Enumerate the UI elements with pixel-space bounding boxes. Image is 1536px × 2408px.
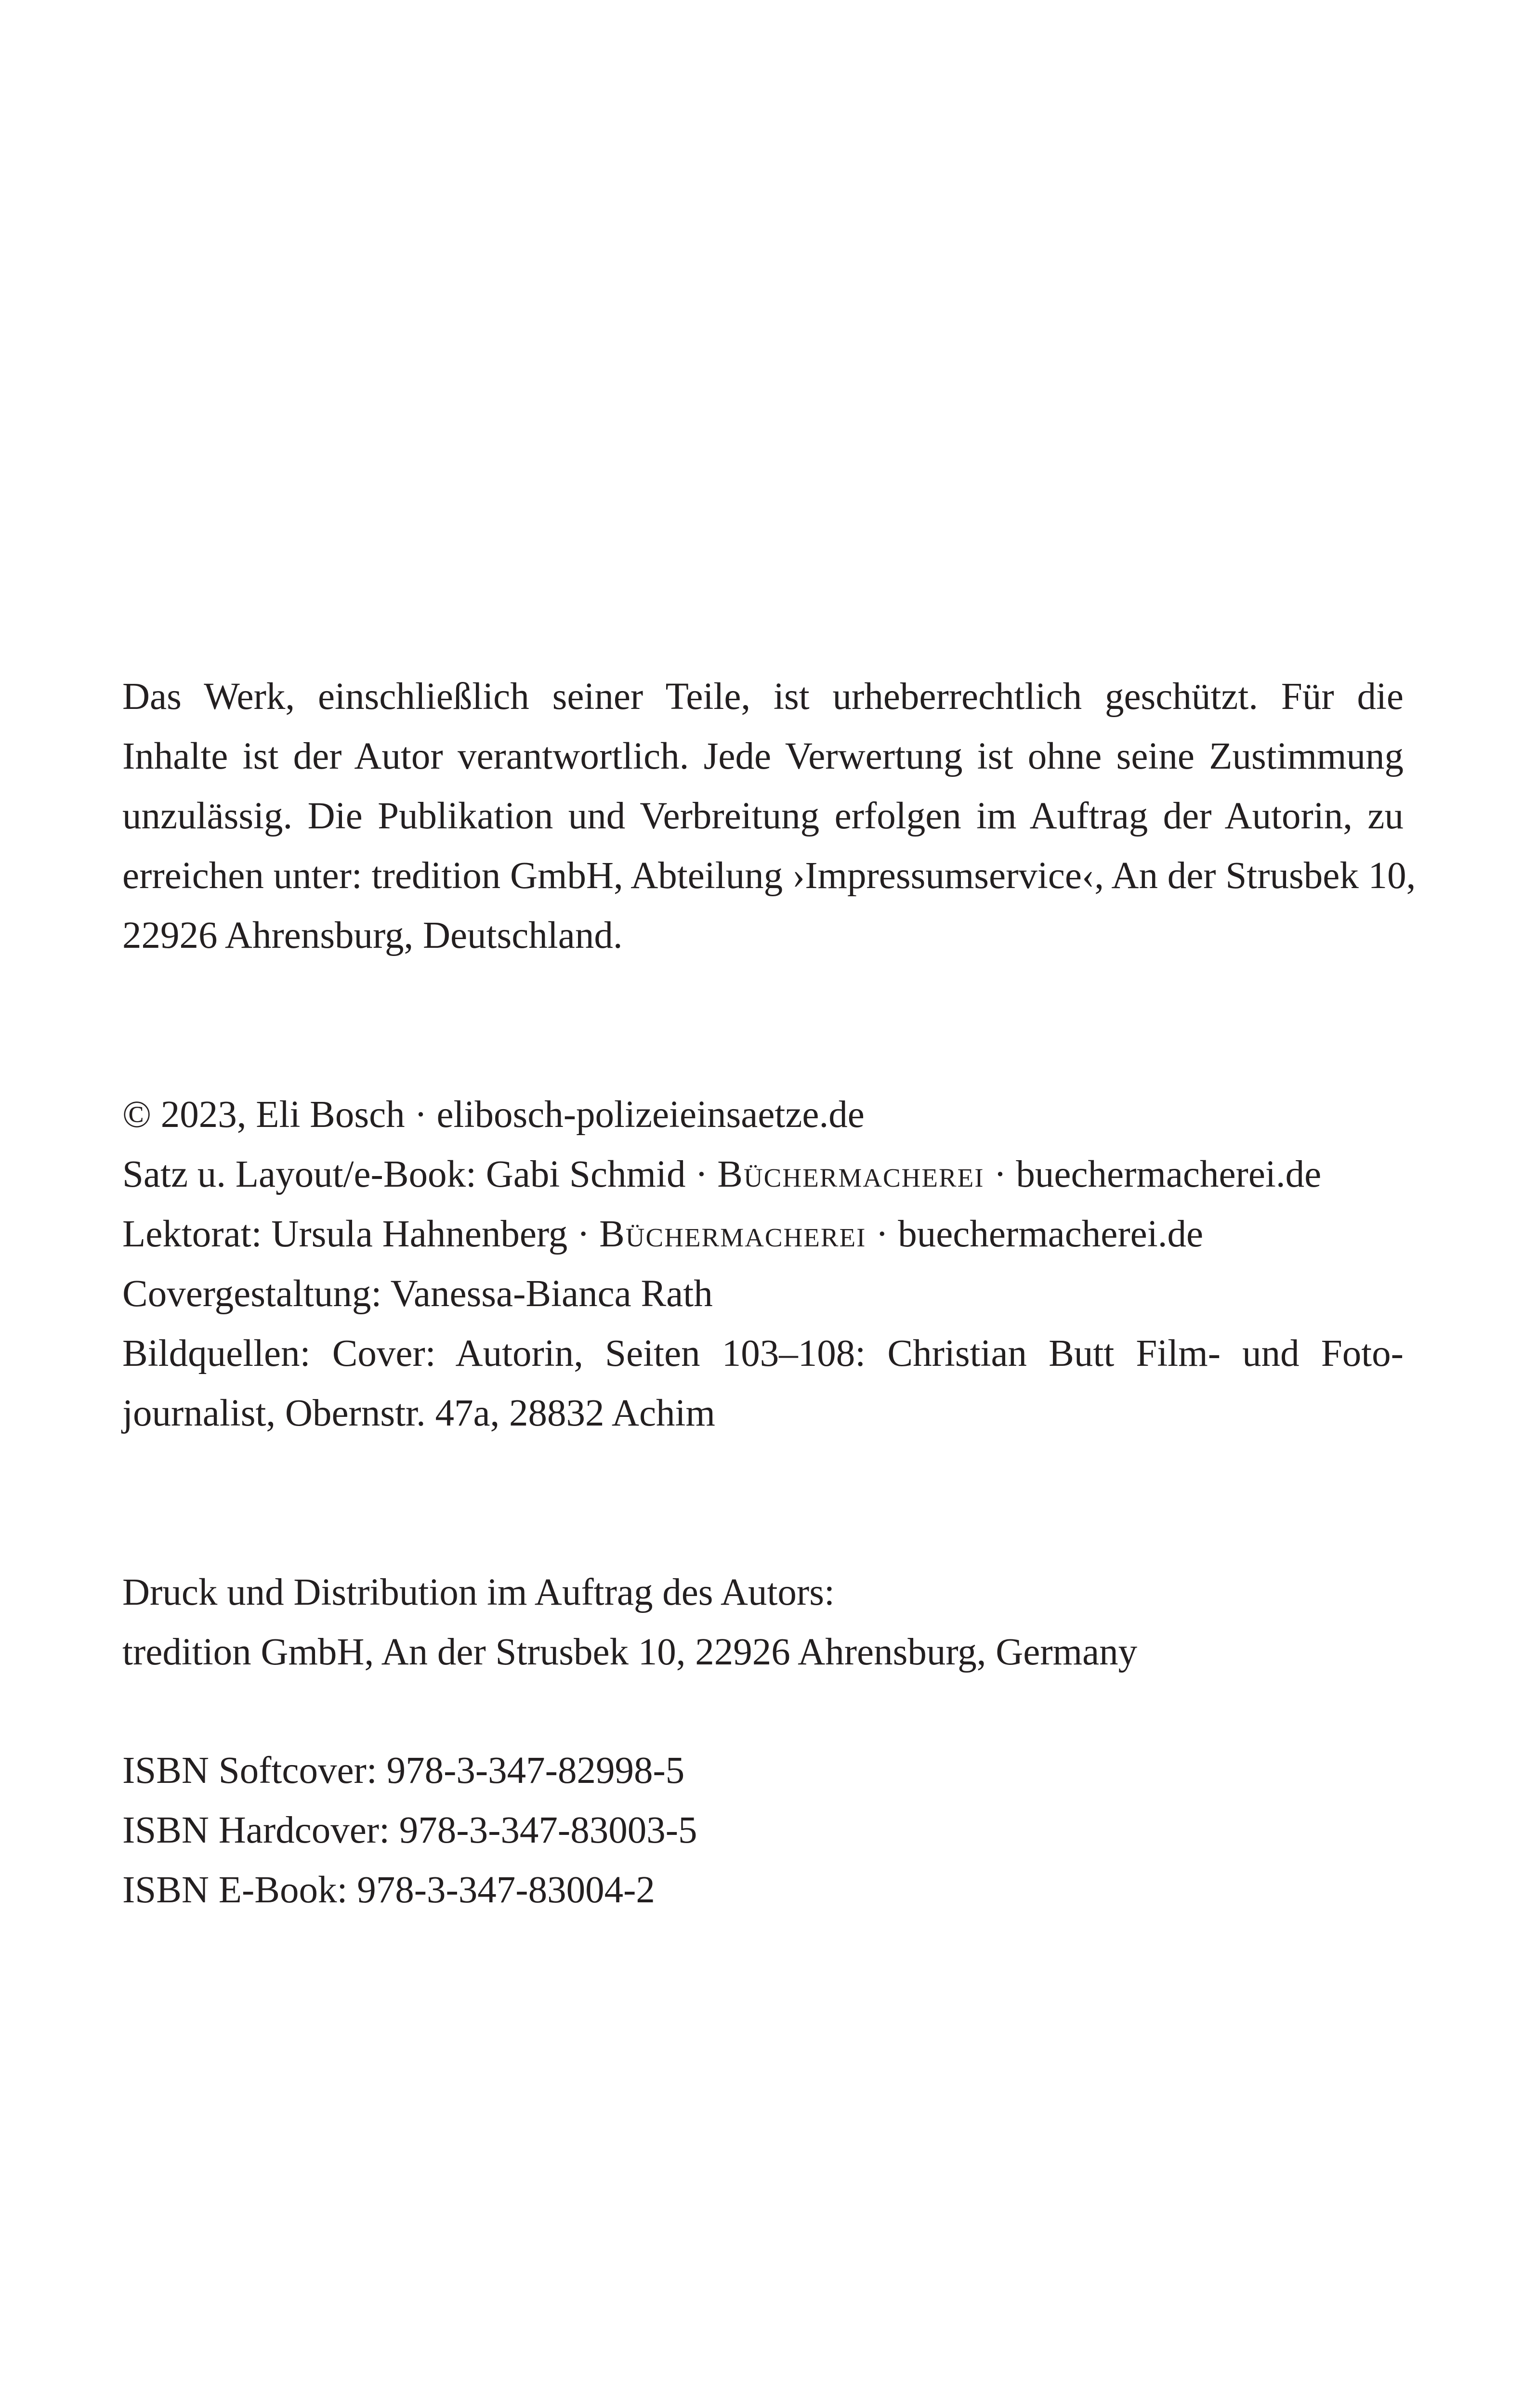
rights-notice-line: Inhalte ist der Autor verantwortlich. Jede Verwertung ist ohne seine Zustimmung [122, 735, 1404, 777]
editing-credit-studio: Büchermacherei [599, 1213, 866, 1255]
rights-notice-line: unzulässig. Die Publikation und Verbreitung erfolgen im Auftrag der Autorin, zu [122, 795, 1404, 837]
layout-credit [122, 1145, 1404, 1204]
image-sources-line: Bildquellen: Cover: Autorin, Seiten 103–108: Christian Butt Film- und Foto- [122, 1333, 1404, 1374]
isbn-hardcover: ISBN Hardcover: 978-3-347-83003-5 [122, 1809, 697, 1851]
printing-heading: Druck und Distribution im Auftrag des Autors: [122, 1571, 835, 1613]
isbn-softcover: ISBN Softcover: 978-3-347-82998-5 [122, 1750, 685, 1792]
printing-address: tredition GmbH, An der Strusbek 10, 22926 Ahrensburg, Germany [122, 1631, 1138, 1673]
layout-credit-studio: Büchermacherei [717, 1153, 985, 1195]
layout-credit-suffix: · buechermacherei.de [984, 1153, 1322, 1195]
editing-credit-prefix: Lektorat: Ursula Hahnenberg · [122, 1213, 600, 1255]
editing-credit [122, 1204, 1404, 1264]
cover-design-credit: Covergestaltung: Vanessa-Bianca Rath [122, 1273, 713, 1315]
layout-credit-prefix: Satz u. Layout/e-Book: Gabi Schmid · [122, 1153, 718, 1195]
rights-notice-line: 22926 Ahrensburg, Deutschland. [122, 915, 623, 956]
image-sources-line: journalist, Obernstr. 47a, 28832 Achim [122, 1392, 715, 1434]
isbn-section [122, 1741, 1404, 1920]
printing-section [122, 1563, 1404, 1682]
rights-notice-line: Das Werk, einschließlich seiner Teile, ist urheberrechtlich geschützt. Für die [122, 676, 1404, 718]
isbn-ebook: ISBN E-Book: 978-3-347-83004-2 [122, 1869, 655, 1911]
rights-notice-line: erreichen unter: tredition GmbH, Abteilung ›Impressumservice‹, An der Strusbek 10, [122, 855, 1416, 897]
copyright-line: © 2023, Eli Bosch · elibosch-polizeieinsaetze.de [122, 1094, 865, 1136]
credits-section [122, 1085, 1404, 1443]
editing-credit-suffix: · buechermacherei.de [866, 1213, 1204, 1255]
rights-notice [122, 667, 1416, 966]
